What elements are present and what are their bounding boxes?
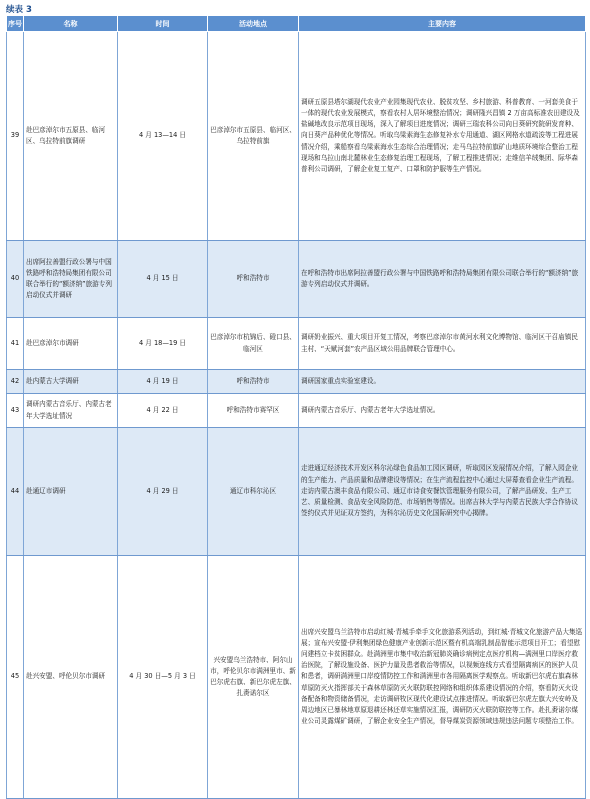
header-name: 名称: [24, 16, 118, 32]
row-time: 4 月 13—14 日: [118, 32, 208, 241]
table-row: [7, 241, 586, 318]
row-number: 40: [7, 241, 24, 318]
row-time: 4 月 18—19 日: [118, 318, 208, 370]
row-content: 出席兴安盟乌兰浩特市启动红城·青城手牵手文化旅游系列活动，到红城·青城文化旅游产品大集巡展；宣布兴安盟·伊利集团绿色健康产业创新示范区暨有机高端乳制品智能示范项目开工；看望慰问建档立卡贫困群众。赴满洲里市集中收治新冠肺炎确诊病例定点医疗机构—满洲里口岸医疗救治医院，了解设施设备、医护力量及患者救治等情况，以视频连线方式看望隔离病区的医护人员和患者，调研满洲里口岸疫情防控工作和满洲里市各用隔离医学观察点。听取新巴尔虎右旗森林草原防灭火指挥部关于森林草原防灭火联防联控网络和组织体系建设情况的介绍，察看防灭火设备配备和物资储备情况，走访调研牧区现代化建设试点推进情况。听取新巴尔虎左旗大兴安岭及周边地区已暴林地草原退耕还林还草实施情况汇报，调研防灭火联防联控等工作。赴扎赉诺尔煤业公司灵露煤矿调研，了解企业安全生产情况，督导煤炭资源领域违规违法问题专项整治工作。: [299, 556, 586, 799]
row-name: 赴巴彦淖尔市调研: [24, 318, 118, 370]
row-place: 呼和浩特市赛罕区: [208, 394, 299, 428]
table-row: [7, 32, 586, 241]
row-content: 调研奶业振兴、重大项目开复工情况，考察巴彦淖尔市黄河水利文化博物馆、临河区干召庙镇民主村、“天赋河套”农产品区域公用品牌联合管理中心。: [299, 318, 586, 370]
row-place: 呼和浩特市: [208, 241, 299, 318]
row-content: 调研五原县塔尔湖现代农业产业园集现代农业、脱贫攻坚、乡村旅游、科普教育、一河套美食于一体的现代农业发展模式，察看农村人居环境整治情况；调研隆兴昌镇 2 万亩高标准农田建设及盐碱地改良示范项目现场，深入了解项目进度情况；调研三瑞农科公司向日葵研究院研发育种、向日葵产品种优化等情况。听取乌梁素海生态修复补水专用通道、湖区网格水道疏浚等工程进展情况介绍，乘船察看乌梁素海水生态综合治理情况；走马乌拉特前旗矿山地质环境综合整治工程现场和乌拉山南北麓林业生态修复治理工程现场，了解工程推进情况；走维信羊绒集团、际华森普利公司调研，了解企业复工复产、口罩和防护服等生产情况。: [299, 32, 586, 241]
row-name: 调研内蒙古音乐厅、内蒙古老年大学选址情况: [24, 394, 118, 428]
header-place: 活动地点: [208, 16, 299, 32]
row-time: 4 月 22 日: [118, 394, 208, 428]
row-place: 通辽市科尔沁区: [208, 428, 299, 556]
row-place: 兴安盟乌兰浩特市、阿尔山市，呼伦贝尔市满洲里市、新巴尔虎右旗、新巴尔虎左旗、扎赉诺尔区: [208, 556, 299, 799]
row-number: 45: [7, 556, 24, 799]
row-name: 出席阿拉善盟行政公署与中国铁路呼和浩特局集团有限公司联合举行的“额济纳”旅游专列启动仪式并调研: [24, 241, 118, 318]
row-content: 调研内蒙古音乐厅、内蒙古老年大学选址情况。: [299, 394, 586, 428]
row-content: 调研国家重点实验室建设。: [299, 370, 586, 394]
row-number: 42: [7, 370, 24, 394]
row-name: 赴内蒙古大学调研: [24, 370, 118, 394]
row-number: 39: [7, 32, 24, 241]
row-content: 在呼和浩特市出席阿拉善盟行政公署与中国铁路呼和浩特局集团有限公司联合举行的“额济纳”旅游专列启动仪式并调研。: [299, 241, 586, 318]
header-time: 时间: [118, 16, 208, 32]
row-name: 赴兴安盟、呼伦贝尔市调研: [24, 556, 118, 799]
header-no: 序号: [7, 16, 24, 32]
header-row: [7, 16, 586, 32]
table-row: [7, 428, 586, 556]
table-row: [7, 318, 586, 370]
table-row: [7, 394, 586, 428]
header-content: 主要内容: [299, 16, 586, 32]
table-row: [7, 370, 586, 394]
table-row: [7, 556, 586, 799]
row-time: 4 月 29 日: [118, 428, 208, 556]
activity-table: [6, 15, 586, 799]
row-place: 呼和浩特市: [208, 370, 299, 394]
row-place: 巴彦淖尔市五原县、临河区、乌拉特前旗: [208, 32, 299, 241]
row-content: 走进通辽经济技术开发区科尔沁绿色食品加工园区调研，听取园区发展情况介绍，了解入园企业的生产能力、产品质量和品牌建设等情况；在生产流程监控中心通过大屏幕查看企业生产流程。走访内蒙古澳丰食品有限公司、通辽市诗食安餐饮管理服务有限公司，了解产品研发、生产工艺、质量检测、食品安全风险防范、市场销售等情况。出席吉林大学与内蒙古民族大学合作协议签约仪式并见证双方签约，为科尔沁历史文化国际研究中心揭牌。: [299, 428, 586, 556]
row-name: 赴通辽市调研: [24, 428, 118, 556]
row-time: 4 月 30 日—5 月 3 日: [118, 556, 208, 799]
row-number: 43: [7, 394, 24, 428]
row-name: 赴巴彦淖尔市五原县、临河区、乌拉特前旗调研: [24, 32, 118, 241]
row-time: 4 月 19 日: [118, 370, 208, 394]
row-place: 巴彦淖尔市杭锦后、磴口县、临河区: [208, 318, 299, 370]
table-caption: 续表 3: [6, 5, 32, 15]
row-number: 41: [7, 318, 24, 370]
row-time: 4 月 15 日: [118, 241, 208, 318]
row-number: 44: [7, 428, 24, 556]
